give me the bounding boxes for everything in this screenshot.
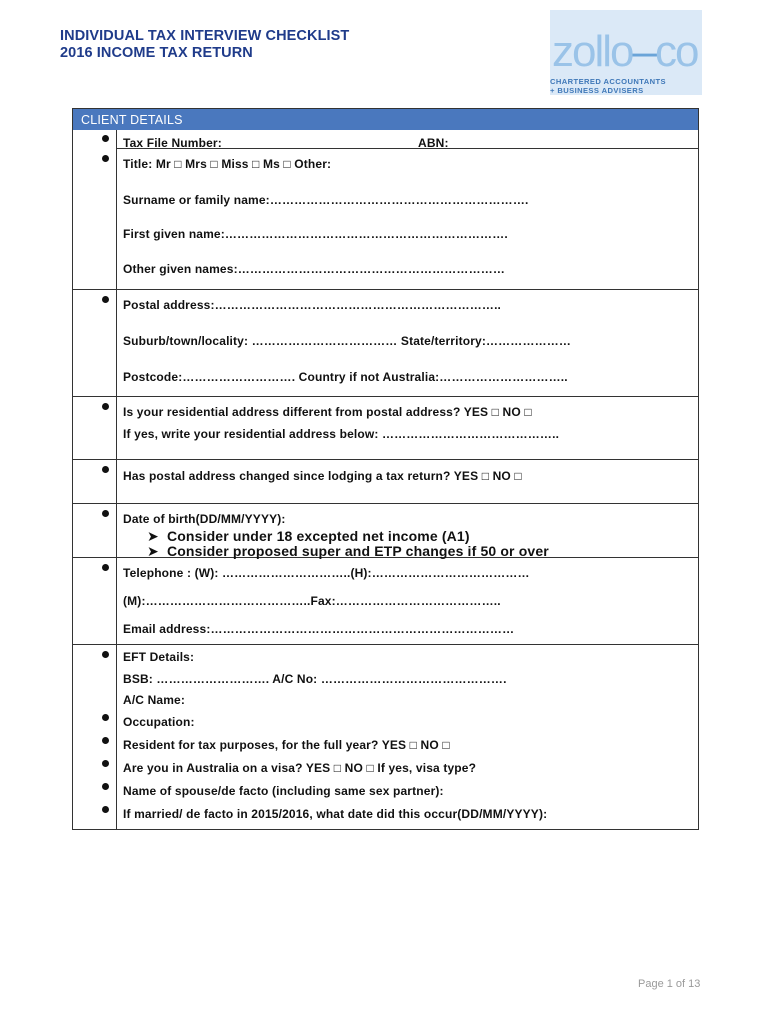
row-divider <box>73 289 698 290</box>
document-title <box>60 28 349 62</box>
column-divider <box>116 130 117 829</box>
arrow-icon: ➤ <box>147 543 167 559</box>
bullet-icon <box>102 155 109 162</box>
page-number: Page 1 of 13 <box>638 978 701 990</box>
arrow-icon: ➤ <box>147 528 167 544</box>
bullet-icon <box>102 806 109 813</box>
date-of-birth-field[interactable]: Date of birth(DD/MM/YYYY): <box>123 512 286 526</box>
bullet-icon <box>102 714 109 721</box>
bullet-icon <box>102 296 109 303</box>
consider-text-1: Consider under 18 excepted net income (A1) <box>166 528 470 544</box>
title-line-2: 2016 INCOME TAX RETURN <box>60 45 253 61</box>
logo-tagline-2: + BUSINESS ADVISERS <box>550 86 644 95</box>
tax-file-number-field[interactable]: Tax File Number: <box>123 136 222 150</box>
company-logo <box>550 10 702 95</box>
row-divider <box>73 396 698 397</box>
row-divider <box>73 644 698 645</box>
postal-address-field[interactable]: Postal address:…………………………………………………………….. <box>123 298 502 312</box>
abn-field[interactable]: ABN: <box>418 136 449 150</box>
eft-details-label: EFT Details: <box>123 650 195 664</box>
spouse-name-field[interactable]: Name of spouse/de facto (including same sex partner): <box>123 784 444 798</box>
bullet-icon <box>102 135 109 142</box>
consider-item-1 <box>147 528 470 544</box>
email-field[interactable]: Email address:………………………………………………………………… <box>123 622 515 636</box>
section-title: CLIENT DETAILS <box>81 113 183 127</box>
postcode-country-field[interactable]: Postcode:………………………. Country if not Australia:………………………….. <box>123 370 568 384</box>
logo-tagline-1: CHARTERED ACCOUNTANTS <box>550 77 666 86</box>
bullet-icon <box>102 760 109 767</box>
bullet-icon <box>102 403 109 410</box>
other-names-field[interactable]: Other given names:………………………………………………………… <box>123 262 506 276</box>
bullet-icon <box>102 510 109 517</box>
resident-question[interactable]: Resident for tax purposes, for the full year? YES □ NO □ <box>123 738 450 752</box>
telephone-field[interactable]: Telephone : (W): …………………………..(H):………………………………… <box>123 566 530 580</box>
bullet-icon <box>102 564 109 571</box>
logo-wordmark: zollo–co <box>552 27 698 76</box>
bullet-icon <box>102 783 109 790</box>
bullet-icon <box>102 737 109 744</box>
row-divider <box>73 503 698 504</box>
first-name-field[interactable]: First given name:……………………………………………………………. <box>123 227 508 241</box>
surname-field[interactable]: Surname or family name:………………………………………………………. <box>123 193 529 207</box>
title-options[interactable]: Title: Mr □ Mrs □ Miss □ Ms □ Other: <box>123 157 332 171</box>
bullet-icon <box>102 466 109 473</box>
residential-address-field[interactable]: If yes, write your residential address below: …………………………………….. <box>123 427 560 441</box>
married-date-field[interactable]: If married/ de facto in 2015/2016, what date did this occur(DD/MM/YYYY): <box>123 807 548 821</box>
mobile-fax-field[interactable]: (M):…………………………………..Fax:………………………………….. <box>123 594 501 608</box>
account-name-field[interactable]: A/C Name: <box>123 693 186 707</box>
consider-item-2 <box>147 543 549 559</box>
suburb-state-field[interactable]: Suburb/town/locality: ……………………………… State/territory:………………… <box>123 334 572 348</box>
residential-address-question[interactable]: Is your residential address different from postal address? YES □ NO □ <box>123 405 532 419</box>
section-header <box>73 109 698 130</box>
consider-text-2: Consider proposed super and ETP changes if 50 or over <box>166 543 549 559</box>
bullet-icon <box>102 651 109 658</box>
row-divider <box>73 459 698 460</box>
bsb-account-field[interactable]: BSB: ………………………. A/C No: ………………………………………. <box>123 672 507 686</box>
occupation-field[interactable]: Occupation: <box>123 715 195 729</box>
visa-question[interactable]: Are you in Australia on a visa? YES □ NO □ If yes, visa type? <box>123 761 477 775</box>
postal-changed-question[interactable]: Has postal address changed since lodging a tax return? YES □ NO □ <box>123 469 522 483</box>
title-line-1: INDIVIDUAL TAX INTERVIEW CHECKLIST <box>60 28 350 44</box>
client-details-form <box>72 108 699 830</box>
